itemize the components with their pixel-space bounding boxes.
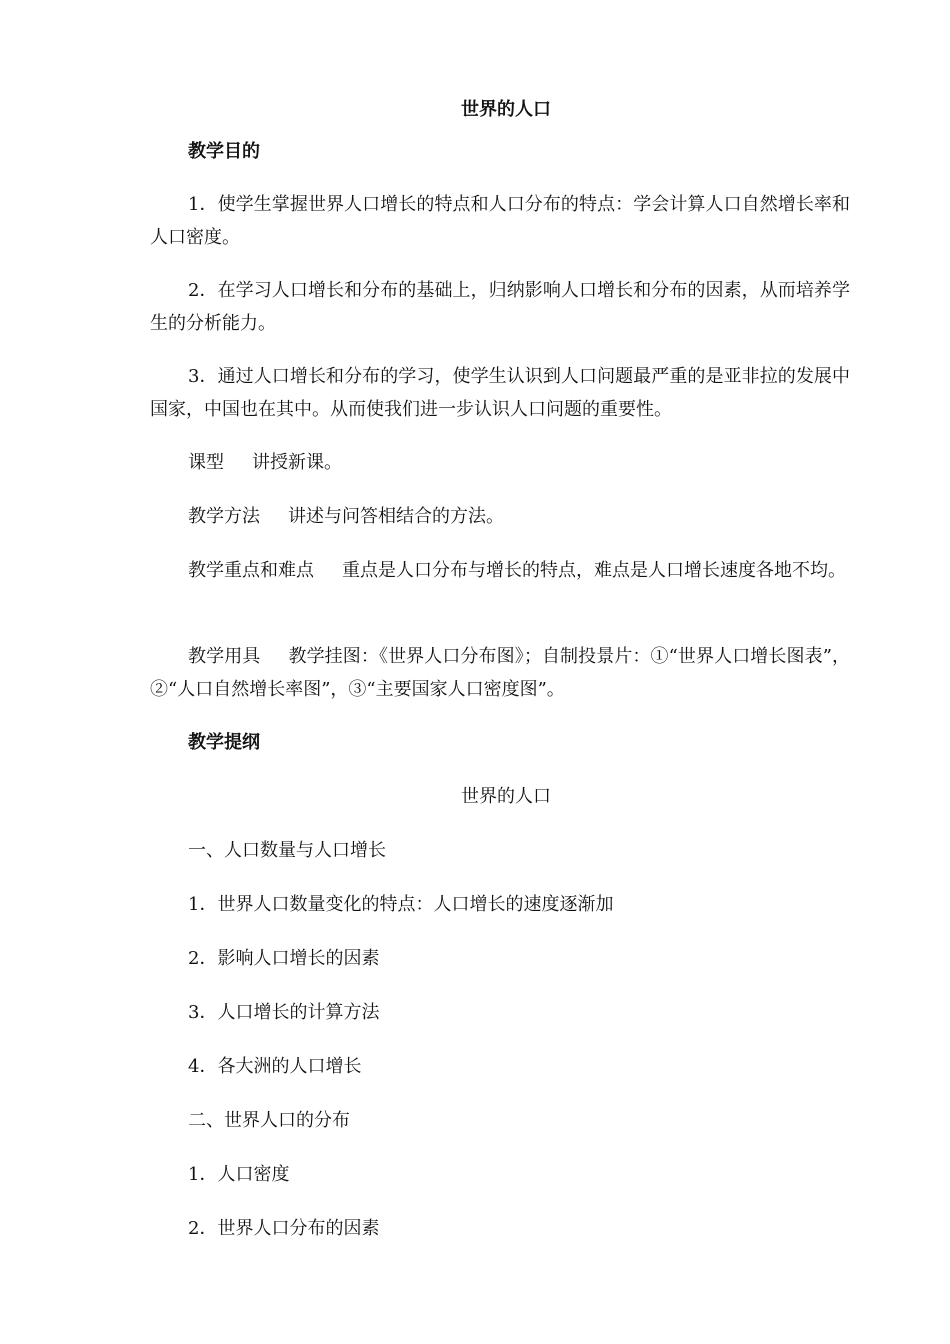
method-label: 教学方法 (188, 506, 260, 527)
lesson-type-value: 讲授新课。 (252, 452, 342, 473)
key-points-paragraph (150, 554, 850, 587)
section-2-item-1: 1．人口密度 (188, 1164, 290, 1185)
method-value: 讲述与问答相结合的方法。 (288, 506, 504, 527)
section-2-item-2: 2．世界人口分布的因素 (188, 1218, 380, 1239)
objective-item-2: 2．在学习人口增长和分布的基础上，归纳影响人口增长和分布的因素，从而培养学生的分析能力。 (150, 280, 850, 334)
key-points-value: 重点是人口分布与增长的特点，难点是人口增长速度各地不均。 (342, 560, 846, 581)
key-points-label: 教学重点和难点 (188, 560, 314, 581)
section-1-item-1: 1．世界人口数量变化的特点：人口增长的速度逐渐加 (188, 894, 614, 915)
method-row (188, 505, 504, 529)
document-title: 世界的人口 (461, 99, 551, 120)
objective-item-3: 3．通过人口增长和分布的学习，使学生认识到人口问题最严重的是亚非拉的发展中国家，中国也在其中。从而使我们进一步认识人口问题的重要性。 (150, 366, 850, 420)
outline-subtitle: 世界的人口 (461, 786, 551, 807)
lesson-type-label: 课型 (188, 452, 224, 473)
outline-heading: 教学提纲 (188, 732, 260, 753)
tools-value: 教学挂图：《世界人口分布图》；自制投景片：①“世界人口增长图表”，②“人口自然增长率图”，③“主要国家人口密度图”。 (150, 646, 850, 700)
section-1-item-2: 2．影响人口增长的因素 (188, 948, 380, 969)
tools-label: 教学用具 (188, 646, 261, 667)
section-1-item-3: 3．人口增长的计算方法 (188, 1002, 380, 1023)
objectives-heading: 教学目的 (188, 141, 260, 162)
tools-paragraph (150, 640, 850, 706)
section-1-item-4: 4．各大洲的人口增长 (188, 1056, 362, 1077)
section-1-title: 一、人口数量与人口增长 (188, 840, 386, 861)
objective-item-1: 1．使学生掌握世界人口增长的特点和人口分布的特点：学会计算人口自然增长率和人口密度。 (150, 194, 850, 248)
lesson-type-row (188, 451, 342, 475)
section-2-title: 二、世界人口的分布 (188, 1110, 350, 1131)
